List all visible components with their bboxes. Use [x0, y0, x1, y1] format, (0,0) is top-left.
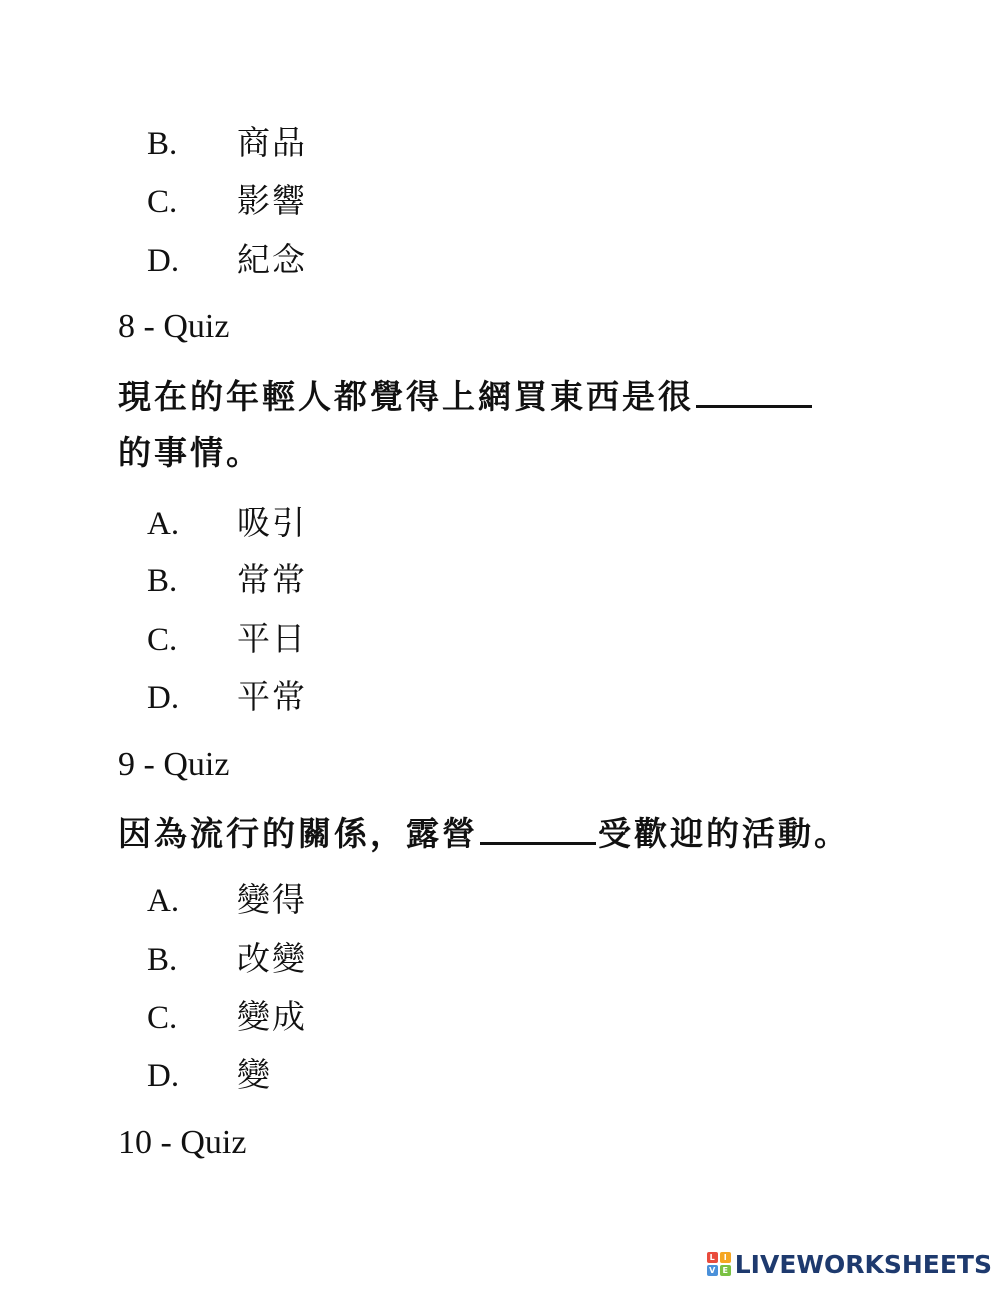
q9-answer-blank[interactable]	[480, 812, 596, 845]
option-text: 變成	[237, 997, 307, 1036]
q8-question-line1	[118, 375, 814, 417]
q8-label: 8 - Quiz	[118, 308, 230, 345]
option-letter: D.	[147, 1058, 180, 1094]
q8-option-c[interactable]	[147, 619, 307, 659]
option-text: 常常	[237, 560, 307, 599]
brand-name: LIVEWORKSHEETS	[734, 1249, 992, 1279]
option-letter: D.	[147, 680, 180, 716]
q9-question	[118, 812, 850, 854]
option-text: 影響	[237, 181, 307, 220]
q10-label: 10 - Quiz	[118, 1124, 247, 1161]
option-text: 商品	[237, 123, 307, 162]
q9-option-c[interactable]	[147, 997, 307, 1037]
logo-block-e: E	[720, 1265, 731, 1276]
q9-option-b[interactable]	[147, 939, 307, 979]
q8-question-text: 現在的年輕人都覺得上網買東西是很	[118, 377, 694, 416]
q7-option-b[interactable]	[147, 123, 307, 163]
option-letter: C.	[147, 184, 178, 220]
q8-option-b[interactable]	[147, 560, 307, 600]
q7-option-d[interactable]	[147, 240, 307, 280]
q8-option-a[interactable]	[147, 503, 307, 543]
option-letter: B.	[147, 126, 178, 162]
q9-option-d[interactable]	[147, 1055, 272, 1095]
logo-block-i: I	[720, 1252, 731, 1263]
q9-question-text-start: 因為流行的關係，露營	[118, 814, 478, 853]
option-text: 平常	[237, 677, 307, 716]
option-letter: C.	[147, 1000, 178, 1036]
q8-option-d[interactable]	[147, 677, 307, 717]
option-text: 改變	[237, 939, 307, 978]
logo-block-v: V	[707, 1265, 718, 1276]
option-letter: A.	[147, 506, 180, 542]
option-text: 變	[237, 1055, 272, 1094]
q9-label: 9 - Quiz	[118, 746, 230, 783]
logo-blocks-icon	[707, 1252, 731, 1276]
option-text: 變得	[237, 880, 307, 919]
option-letter: A.	[147, 883, 180, 919]
option-text: 平日	[237, 619, 307, 658]
q9-question-text-end: 受歡迎的活動。	[598, 814, 850, 853]
q8-answer-blank[interactable]	[696, 375, 812, 408]
option-text: 紀念	[237, 240, 307, 279]
option-letter: B.	[147, 942, 178, 978]
q9-option-a[interactable]	[147, 880, 307, 920]
q7-option-c[interactable]	[147, 181, 307, 221]
logo-block-l: L	[707, 1252, 718, 1263]
liveworksheets-logo[interactable]	[707, 1249, 992, 1279]
option-letter: B.	[147, 563, 178, 599]
option-letter: C.	[147, 622, 178, 658]
option-text: 吸引	[237, 503, 307, 542]
q8-question-line2: 的事情。	[118, 433, 262, 472]
option-letter: D.	[147, 243, 180, 279]
